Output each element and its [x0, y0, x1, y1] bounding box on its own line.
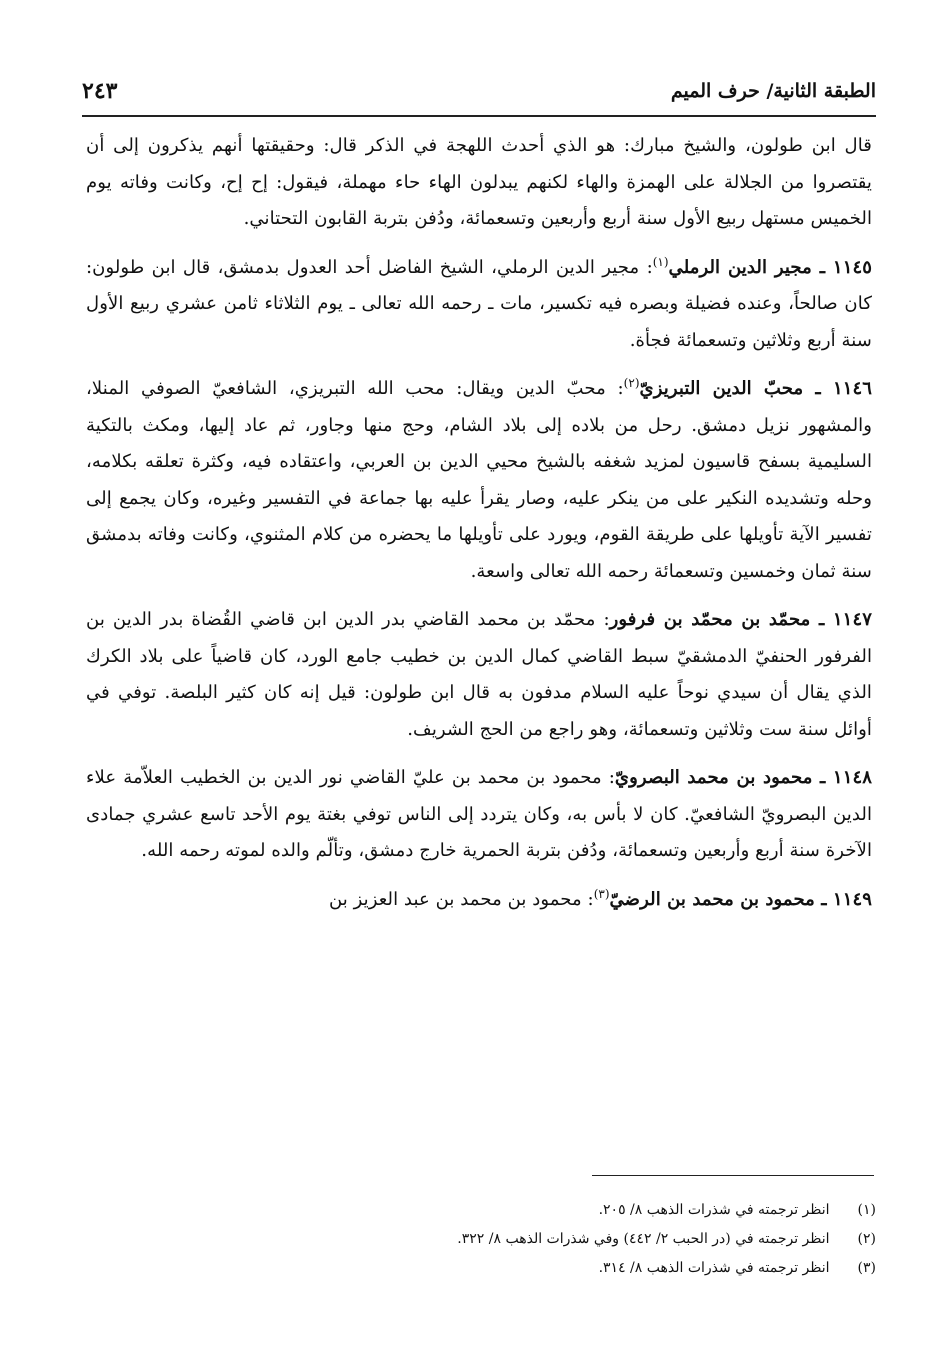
entry-heading: ١١٤٨ ـ محمود بن محمد البصرويّ: [614, 767, 872, 788]
entry-heading: ١١٤٧ ـ محمّد بن محمّد بن فرفور: [609, 609, 872, 630]
footnote-item: [300, 1196, 876, 1225]
footnote-number: (١): [857, 1202, 876, 1218]
running-title: الطبقة الثانية/ حرف الميم: [670, 80, 876, 102]
entry-heading: ١١٤٥ ـ مجير الدين الرملي: [668, 256, 872, 278]
footnote-number: (٣): [857, 1260, 876, 1276]
entry-text: : مجير الدين الرملي، الشيخ الفاضل أحد العدول بدمشق، قال ابن طولون: كان صالحاً، وعنده فضيلة وبصره فيه تكسير، مات ـ رحمه الله تعالى ـ يوم الثلاثاء ثامن عشري ربيع الأول سنة أربع وثلاثين وتسعمائة فجأة.: [86, 256, 872, 351]
footnote-text: انظر ترجمته في (در الحبب ٢/ ٤٤٢) وفي شذرات الذهب ٨/ ٣٢٢.: [457, 1231, 830, 1247]
entry-1146: [86, 371, 872, 590]
paragraph-text: قال ابن طولون، والشيخ مبارك: هو الذي أحدث اللهجة في الذكر قال: وحقيقتها أنهم يذكرون إلى أن يقتصروا من الجلالة على الهمزة والهاء لكنهم يبدلون الهاء حاء مهملة، فيقول: إح إح، وكانت وفاته يوم الخميس مستهل ربيع الأول سنة أربع وأربعين وتسعمائة، ودُفن بتربة القابون التحتاني.: [86, 135, 872, 229]
page-number: ٢٤٣: [82, 78, 118, 104]
entry-1145: [86, 250, 872, 360]
entry-text: : محمّد بن محمد القاضي بدر الدين ابن قاضي القُضاة بدر الدين بن الفرفور الحنفيّ الدمشقيّ سبط القاضي كمال الدين بن خطيب جامع الورد، كان قاضياً على بلاد الكرك الذي يقال أن سيدي نوحاً عليه السلام مدفون به قال ابن طولون: قيل إنه كان كثير البلصة. توفي في أوائل سنة ست وثلاثين وتسعمائة، وهو راجع من الحج الشريف.: [86, 609, 872, 740]
entry-heading: ١١٤٩ ـ محمود بن محمد بن الرضيّ: [609, 888, 872, 910]
entry-text: : محمود بن محمد بن عليّ القاضي نور الدين بن الخطيب العلاّمة علاء الدين البصرويّ الشافعيّ. كان لا بأس به، وكان يتردد إلى الناس توفي بغتة يوم الأحد تاسع عشري جمادى الآخرة سنة أربع وأربعين وتسعمائة، ودُفن بتربة الحمرية خارج دمشق، وتألّم والده لموته رحمه الله.: [86, 767, 872, 861]
footnote-ref: (١): [652, 254, 669, 269]
entry-1148: [86, 760, 872, 870]
header-divider: [82, 115, 876, 117]
footnote-number: (٢): [857, 1231, 876, 1247]
page-header: [82, 76, 876, 112]
entry-text: : محمود بن محمد بن عبد العزيز بن: [328, 888, 594, 910]
footnote-item: [300, 1225, 876, 1254]
footnote-ref: (٣): [593, 886, 610, 901]
footnote-text: انظر ترجمته في شذرات الذهب ٨/ ٢٠٥.: [598, 1202, 830, 1218]
main-text: [86, 128, 872, 928]
footnote-text: انظر ترجمته في شذرات الذهب ٨/ ٣١٤.: [598, 1260, 830, 1276]
entry-1149: [86, 882, 872, 919]
footnote-item: [300, 1254, 876, 1283]
footnote-divider: [592, 1175, 874, 1176]
footnotes: [300, 1196, 876, 1283]
paragraph-continuation: [86, 128, 872, 238]
footnote-ref: (٢): [623, 375, 640, 390]
entry-text: : محبّ الدين ويقال: محب الله التبريزي، الشافعيّ الصوفي المنلا، والمشهور نزيل دمشق. رحل من بلاده إلى بلاد الشام، وحج منها وجاور، ثم عاد إليها، ومكث بالتكية السليمية بسفح قاسيون لمزيد شغفه بالشيخ محيي الدين بن العربي، واعتقاده فيه، وكثرة تعلقه بكلامه، وحله وتشديده النكير على من ينكر عليه، وصار يقرأ عليه بها جماعة في التفسير وغيره، وكان يجمع إلى تفسير الآية تأويلها على طريقة القوم، ويورد على تأويلها ما يحضره من كلام المثنوي، وكانت وفاته بدمشق سنة ثمان وخمسين وتسعمائة رحمه الله تعالى واسعة.: [86, 378, 872, 582]
entry-heading: ١١٤٦ ـ محبّ الدين التبريزيّ: [639, 378, 873, 399]
entry-1147: [86, 602, 872, 748]
